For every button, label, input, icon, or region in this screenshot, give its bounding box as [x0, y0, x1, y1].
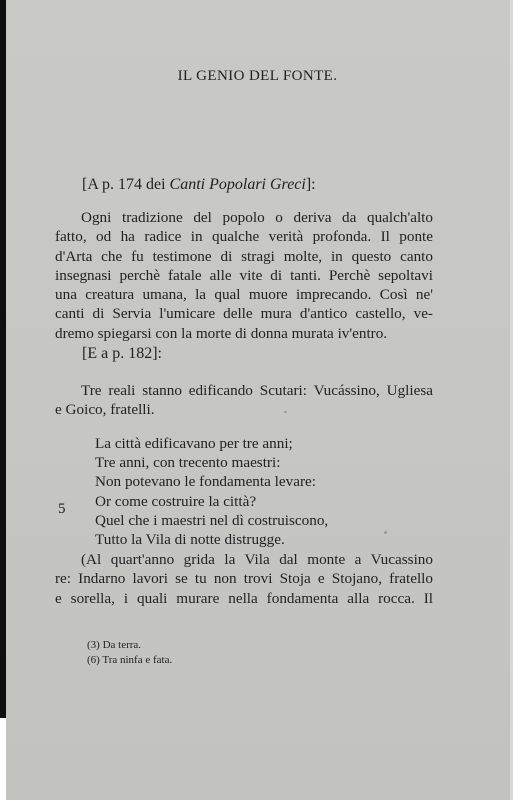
paragraph-line: dremo spiegarsi con la morte di donna murata iv'entro.	[55, 324, 388, 342]
paragraph-line: canti di Servia l'umicare delle mura d'antico castello, ve-	[55, 305, 433, 323]
paper-speck	[384, 531, 387, 534]
chapter-title: IL GENIO DEL FONTE.	[177, 68, 338, 84]
paragraph-line: una creatura umana, la qual muore imprecando. Così ne'	[55, 286, 433, 304]
paragraph-line: d'Arta che fu testimone di stragi molte, in questo canto	[55, 247, 433, 265]
verse-line: La città edificavano per tre anni;	[95, 435, 293, 452]
reference-heading-2: [E a p. 182]:	[82, 345, 162, 362]
paragraph-line: Tre reali stanno edificando Scutari: Vucássino, Ugliesa	[81, 382, 433, 399]
verse-line-number: 5	[58, 501, 66, 517]
verse-line: Non potevano le fondamenta levare:	[95, 473, 316, 491]
paragraph-line: Ogni tradizione del popolo o deriva da qualch'alto	[81, 209, 433, 226]
footnotes	[87, 638, 172, 668]
page-edge	[510, 0, 513, 800]
verse-line: Quel che i maestri nel dì costruiscono,	[95, 511, 329, 529]
reference-1-open: [A p. 174 dei	[82, 176, 170, 193]
verse-block	[95, 434, 328, 549]
paragraph-line: fatto, od ha radice in qualche verità profonda. Il ponte	[55, 228, 433, 246]
verse-line: Tre anni, con trecento maestri:	[95, 454, 281, 472]
footnote: (6) Tra ninfa e fata.	[87, 654, 173, 666]
paragraph-line: e sorella, i quali murare nella fondamenta alla rocca. Il	[55, 589, 433, 607]
paragraph-summary	[55, 381, 433, 420]
verse-line: Tutto la Vila di notte distrugge.	[95, 531, 285, 549]
paragraph-line: re: Indarno lavori se tu non trovi Stoja e Stojano, fratello	[55, 570, 433, 588]
scan-binding-edge	[0, 0, 6, 718]
paragraph-introduction	[55, 208, 433, 343]
paragraph-line: (Al quart'anno grida la Vila dal monte a Vucassino	[81, 551, 433, 568]
paragraph-line: e Goico, fratelli.	[55, 401, 155, 419]
paper-speck	[284, 411, 287, 413]
reference-heading-1	[82, 176, 316, 194]
reference-1-book-title: Canti Popolari Greci	[169, 176, 306, 193]
verse-line: Or come costruire la città?	[95, 492, 257, 510]
footnote: (3) Da terra.	[87, 639, 142, 651]
paragraph-line: insegnasi perchè fatale alle vite di tanti. Perchè sepoltavi	[55, 266, 433, 284]
paragraph-continuation	[55, 550, 433, 608]
reference-1-close: ]:	[305, 176, 316, 193]
